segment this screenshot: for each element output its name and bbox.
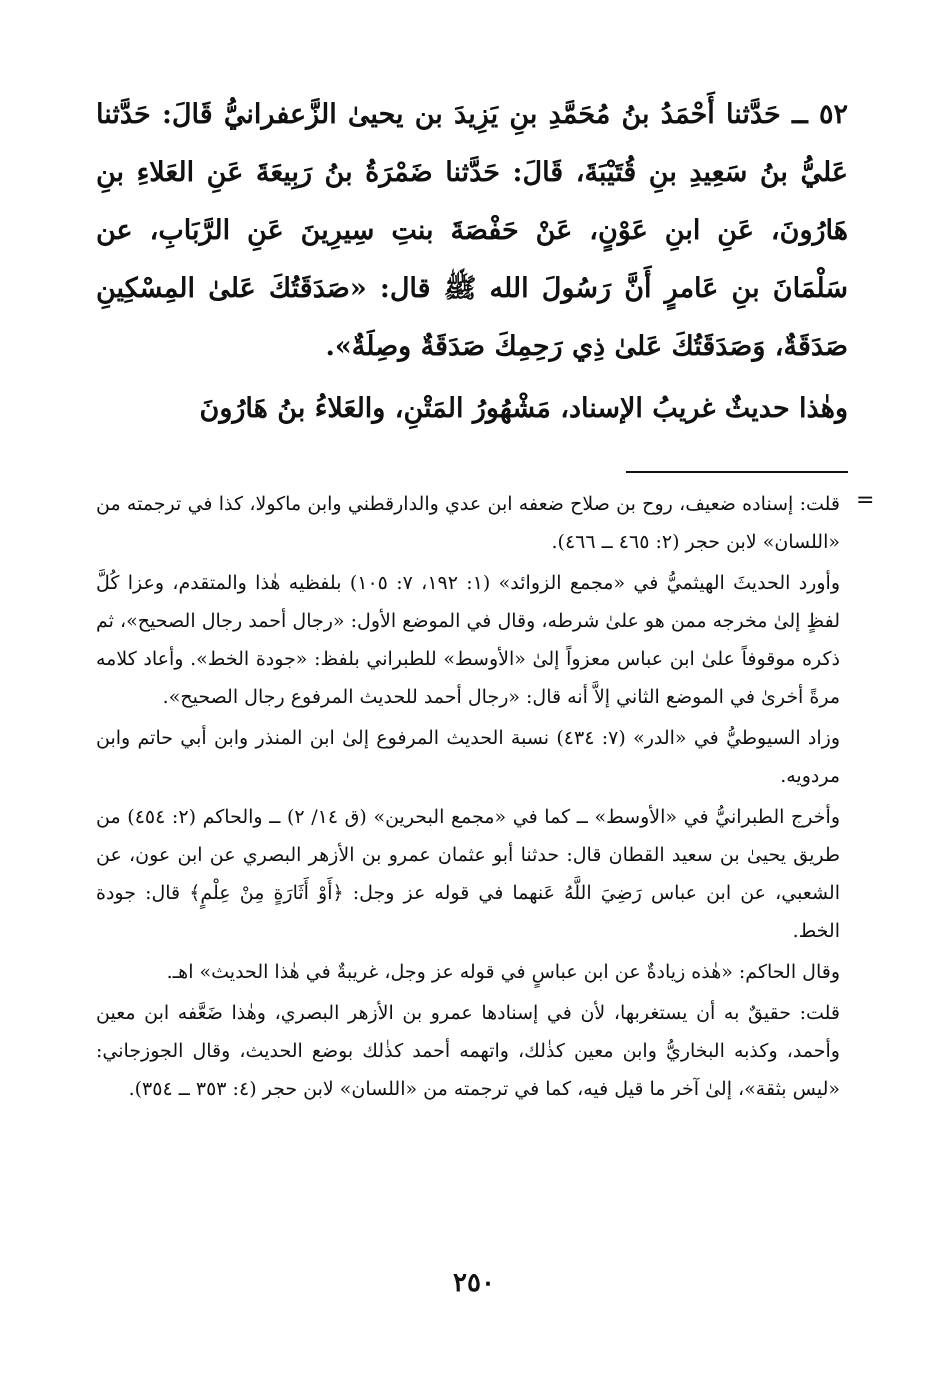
footnote-paragraph: وزاد السيوطيُّ في «الدر» (٧: ٤٣٤) نسبة الحديث المرفوع إلىٰ ابن المنذر وابن أبي حاتم وابن مردويه.	[96, 727, 840, 787]
footnote-paragraph: وقال الحاكم: «هٰذه زيادةٌ عن ابن عباسٍ في قوله عز وجل، غريبةٌ في هٰذا الحديث» اهـ.	[166, 961, 840, 983]
footnote-paragraph: وأورد الحديثَ الهيثميُّ في «مجمع الزوائد» (١: ١٩٢، ٧: ١٠٥) بلفظيه هٰذا والمتقدم، وعزا كُلَّ لفظٍ إلىٰ مخرجه ممن هو علىٰ شرطه، وقال في الموضع الأول: «رجال أحمد رجال الصحيح»، ثم ذكره موقوفاً علىٰ ابن عباس معزواً إلىٰ «الأوسط» للطبراني بلفظ: «جودة الخط». وأعاد كلامه مرةً أخرىٰ في الموضع الثاني إلاَّ أنه قال: «رجال أحمد للحديث المرفوع رجال الصحيح».	[96, 572, 840, 708]
footnotes	[96, 485, 840, 1111]
footnote-paragraph: قلت: إسناده ضعيف، روح بن صلاح ضعفه ابن عدي والدارقطني وابن ماكولا، كذا في ترجمته من «اللسان» لابن حجر (٢: ٤٦٥ ــ ٤٦٦).	[96, 493, 840, 553]
commentary-paragraph: وهٰذا حديثٌ غريبُ الإسناد، مَشْهُورُ المَتْنِ، والعَلاءُ بنُ هَارُونَ	[199, 393, 848, 424]
page-number: ٢٥٠	[453, 1268, 495, 1298]
footnote-paragraph: وأخرج الطبرانيُّ في «الأوسط» ــ كما في «مجمع البحرين» (ق ١٤/ ٢) ــ والحاكم (٢: ٤٥٤) من طريق يحيىٰ بن سعيد القطان قال: حدثنا أبو عثمان عمرو بن الأزهر البصري عن ابن عون، عن الشعبي، عن ابن عباس رَضِيَ اللَّهُ عَنهما في قوله عز وجل: ﴿أَوْ أَثَارَةٍ مِنْ عِلْمٍ﴾ قال: جودة الخط.	[96, 806, 840, 942]
hadith-paragraph: ٥٢ ــ حَدَّثنا أَحْمَدُ بنُ مُحَمَّدِ بنِ يَزِيدَ بن يحيىٰ الزَّعفرانيُّ قَالَ: حَدَّثنا عَليُّ بنُ سَعِيدِ بنِ قُتَيْبَةَ، قَالَ: حَدَّثنا ضَمْرَةُ بنُ رَبِيعَةَ عَنِ العَلاءِ بنِ هَارُونَ، عَنِ ابنِ عَوْنٍ، عَنْ حَفْصَةَ بنتِ سِيرِينَ عَنِ الرَّبَابِ، عن سَلْمَانَ بنِ عَامرٍ أَنَّ رَسُولَ الله ﷺ قال: «صَدَقَتُكَ عَلىٰ المِسْكِينِ صَدَقَةٌ، وَصَدَقَتُكَ عَلىٰ ذِي رَحِمِكَ صَدَقَةٌ وصِلَةٌ».	[96, 99, 848, 362]
footnote-continuation-marker: =	[856, 488, 875, 513]
main-text	[96, 86, 848, 438]
footnote-separator	[626, 471, 848, 473]
footnote-paragraph: قلت: حقيقٌ به أن يستغربها، لأن في إسنادها عمرو بن الأزهر البصري، وهٰذا ضَعَّفه ابن معين وأحمد، وكذبه البخاريُّ وابن معين كذٰلك، واتهمه أحمد كذٰلك بوضع الحديث، وقال الجوزجاني: «ليس بثقة»، إلىٰ آخر ما قيل فيه، كما في ترجمته من «اللسان» لابن حجر (٤: ٣٥٣ ــ ٣٥٤).	[96, 1002, 840, 1100]
